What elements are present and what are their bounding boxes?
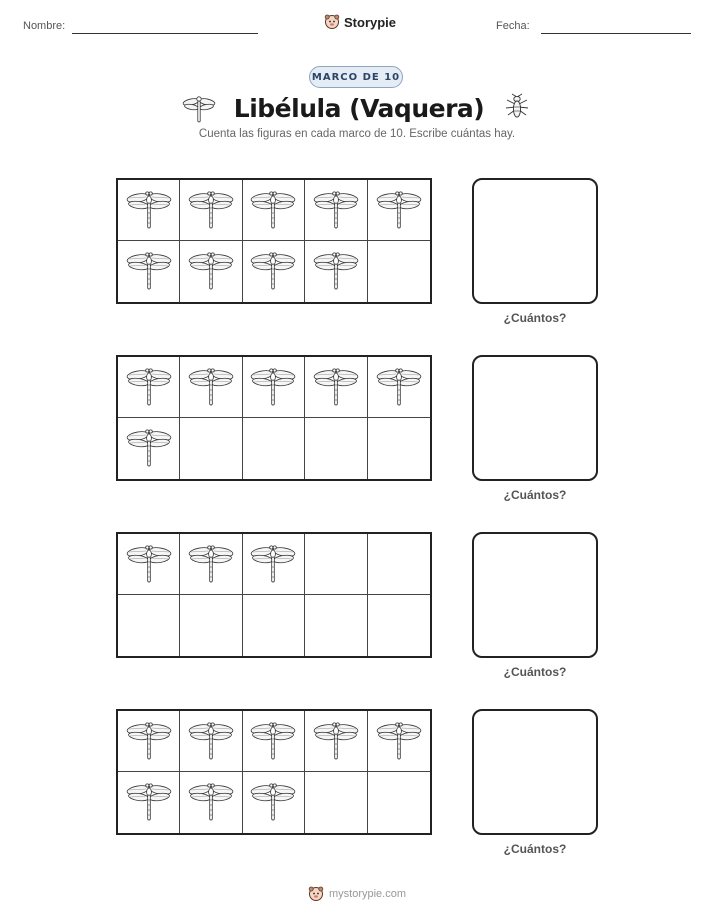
name-label: Nombre: (23, 20, 66, 32)
dragonfly-icon (188, 540, 234, 589)
dragonfly-icon (250, 363, 296, 412)
dragonfly-icon (313, 363, 359, 412)
ten-frame-cell (305, 180, 367, 241)
dragonfly-icon (250, 540, 296, 589)
dragonfly-icon (188, 186, 234, 235)
dragonfly-icon (126, 717, 172, 766)
ten-frame-cell (180, 711, 242, 772)
answer-label: ¿Cuántos? (503, 842, 567, 856)
dragonfly-icon (376, 717, 422, 766)
ten-frame-cell (368, 180, 430, 241)
answer-label: ¿Cuántos? (503, 311, 567, 325)
dragonfly-icon (126, 424, 172, 473)
storypie-logo-icon (324, 14, 340, 30)
answer-box[interactable] (472, 355, 598, 481)
worksheet-badge: MARCO DE 10 (309, 66, 403, 88)
date-line[interactable] (541, 33, 691, 34)
dragonfly-icon (188, 363, 234, 412)
ten-frame-cell (368, 357, 430, 418)
date-label: Fecha: (496, 20, 530, 32)
ten-frame-cell (118, 772, 180, 833)
dragonfly-icon (313, 186, 359, 235)
brand-name: Storypie (344, 14, 397, 30)
brand-logo (324, 14, 396, 30)
dragonfly-icon (182, 93, 216, 123)
dragonfly-icon (188, 247, 234, 296)
answer-box[interactable] (472, 178, 598, 304)
ten-frame-cell (368, 595, 430, 656)
ten-frame-cell (118, 180, 180, 241)
dragonfly-icon (313, 247, 359, 296)
dragonfly-icon (250, 717, 296, 766)
dragonfly-icon (188, 717, 234, 766)
ten-frame-cell (305, 418, 367, 479)
ten-frame-cell (118, 241, 180, 302)
ten-frame-cell (243, 241, 305, 302)
ten-frame-cell (118, 357, 180, 418)
dragonfly-icon (250, 186, 296, 235)
ten-frame-cell (368, 241, 430, 302)
ten-frame-cell (118, 595, 180, 656)
dragonfly-icon (126, 186, 172, 235)
ten-frame-cell (180, 595, 242, 656)
dragonfly-icon (126, 247, 172, 296)
dragonfly-icon (250, 247, 296, 296)
ten-frame-cell (243, 534, 305, 595)
footer-url: mystorypie.com (328, 888, 407, 900)
ten-frame-cell (368, 711, 430, 772)
ten-frame-cell (243, 418, 305, 479)
dragonfly-icon (250, 778, 296, 827)
ten-frame-cell (243, 711, 305, 772)
ten-frame-cell (118, 418, 180, 479)
ten-frame-cell (180, 418, 242, 479)
instructions: Cuenta las figuras en cada marco de 10. Escribe cuántas hay. (198, 128, 516, 140)
answer-box[interactable] (472, 709, 598, 835)
ten-frame-cell (305, 772, 367, 833)
footer (0, 886, 714, 902)
dragonfly-icon (188, 778, 234, 827)
ten-frame-cell (180, 534, 242, 595)
ten-frame-cell (305, 534, 367, 595)
ten-frame-cell (305, 357, 367, 418)
ten-frame-cell (368, 418, 430, 479)
ten-frame-cell (180, 357, 242, 418)
ten-frame (116, 709, 432, 835)
ten-frame-cell (243, 772, 305, 833)
answer-box[interactable] (472, 532, 598, 658)
ten-frame-cell (180, 772, 242, 833)
ten-frame-cell (243, 357, 305, 418)
ten-frame-cell (180, 241, 242, 302)
ten-frame-cell (368, 772, 430, 833)
ten-frame-cell (243, 180, 305, 241)
dragonfly-icon (313, 717, 359, 766)
ten-frame-cell (118, 534, 180, 595)
dragonfly-icon (126, 363, 172, 412)
page-title: Libélula (Vaquera) (233, 93, 485, 123)
storypie-logo-icon (308, 886, 324, 902)
ten-frame-cell (180, 180, 242, 241)
dragonfly-icon (126, 540, 172, 589)
ten-frame-cell (118, 711, 180, 772)
ten-frame (116, 178, 432, 304)
ten-frame-cell (368, 534, 430, 595)
ten-frame (116, 355, 432, 481)
ten-frame-cell (243, 595, 305, 656)
title-row (0, 90, 714, 126)
ten-frame-cell (305, 595, 367, 656)
answer-label: ¿Cuántos? (503, 488, 567, 502)
dragonfly-icon (376, 186, 422, 235)
dragonfly-icon (126, 778, 172, 827)
name-line[interactable] (72, 33, 258, 34)
ten-frame-cell (305, 241, 367, 302)
ten-frame-cell (305, 711, 367, 772)
answer-label: ¿Cuántos? (503, 665, 567, 679)
dragonfly-icon (376, 363, 422, 412)
nymph-icon (502, 93, 532, 123)
ten-frame (116, 532, 432, 658)
